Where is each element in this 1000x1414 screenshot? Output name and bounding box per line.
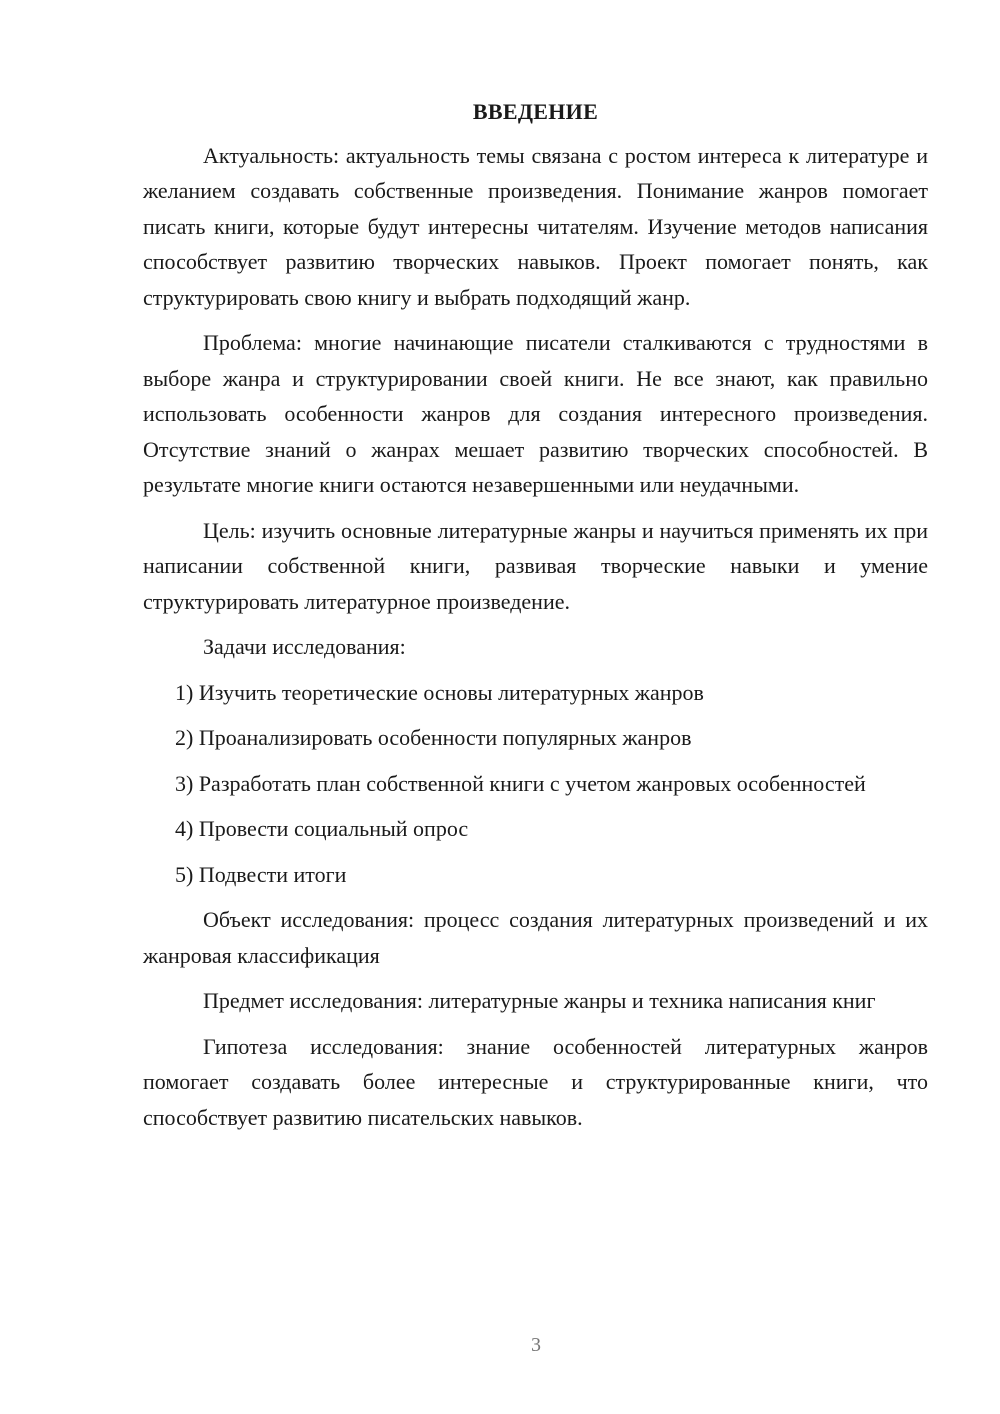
object-paragraph: Объект исследования: процесс создания литературных произведений и их жанровая классификация <box>143 907 928 968</box>
page-title: ВВЕДЕНИЕ <box>472 99 599 124</box>
problem-paragraph: Проблема: многие начинающие писатели сталкиваются с трудностями в выборе жанра и структурировании своей книги. Не все знают, как правильно использовать особенности жанров для создания интересного произведения. Отсутствие знаний о жанрах мешает развитию творческих способностей. В результате многие книги остаются незавершенными или неудачными. <box>143 330 928 497</box>
page-number: 3 <box>531 1334 541 1356</box>
tasks-title: Задачи исследования: <box>203 634 406 659</box>
task-item-5: 5) Подвести итоги <box>175 861 347 887</box>
task-item-1: 1) Изучить теоретические основы литературных жанров <box>175 679 704 705</box>
subject-paragraph: Предмет исследования: литературные жанры и техника написания книг <box>203 988 876 1013</box>
page-content <box>143 94 928 1145</box>
goal-paragraph: Цель: изучить основные литературные жанры и научиться применять их при написании собственной книги, развивая творческие навыки и умение структурировать литературное произведение. <box>143 517 928 614</box>
task-item-2: 2) Проанализировать особенности популярных жанров <box>175 725 692 750</box>
hypothesis-paragraph: Гипотеза исследования: знание особенностей литературных жанров помогает создавать более интересные и структурированные книги, что способствует развитию писательских навыков. <box>143 1033 928 1130</box>
task-item-3: 3) Разработать план собственной книги с учетом жанровых особенностей <box>175 770 866 796</box>
task-item-4: 4) Провести социальный опрос <box>175 816 469 841</box>
relevance-paragraph: Актуальность: актуальность темы связана с ростом интереса к литературе и желанием создавать собственные произведения. Понимание жанров помогает писать книги, которые будут интересны читателям. Изучение методов написания способствует развитию творческих навыков. Проект помогает понять, как структурировать свою книгу и выбрать подходящий жанр. <box>143 142 928 310</box>
